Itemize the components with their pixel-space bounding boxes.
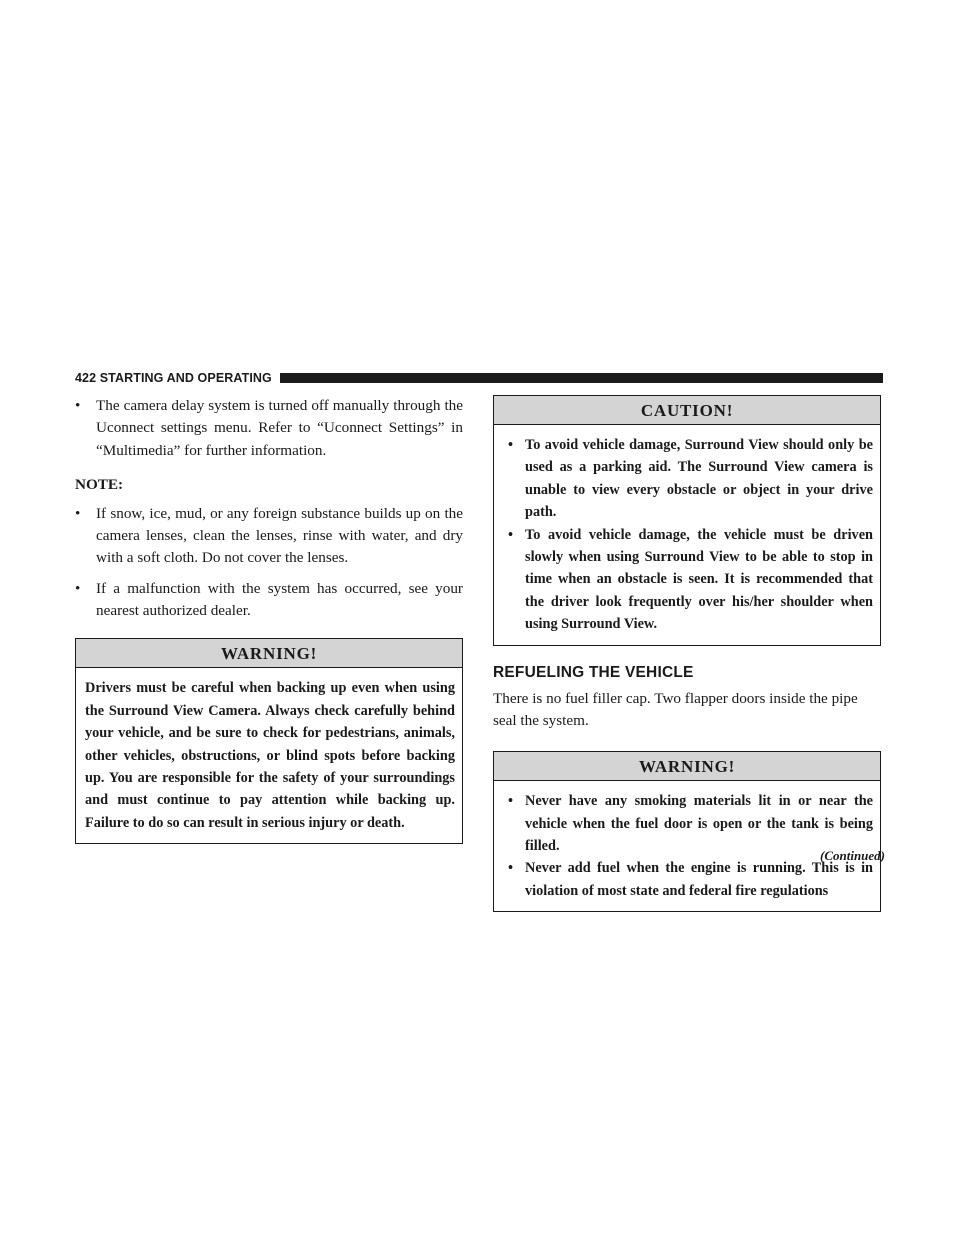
bullet-icon: • xyxy=(508,526,514,543)
list-item: • If snow, ice, mud, or any foreign substance builds up on the camera lenses, clean the lenses, rinse with water, and dry with a soft cloth. Do not cover the lenses. xyxy=(75,504,463,567)
refuel-warning-box xyxy=(493,751,881,912)
refueling-paragraph: There is no fuel filler cap. Two flapper doors inside the pipe seal the system. xyxy=(493,689,858,729)
left-column xyxy=(75,395,463,844)
bullet-icon: • xyxy=(508,860,514,877)
warning-box xyxy=(75,638,463,844)
bullet-icon: • xyxy=(75,504,81,522)
page-number-and-section: 422 STARTING AND OPERATING xyxy=(75,371,272,385)
warning-title: WARNING! xyxy=(76,639,462,668)
caution-box xyxy=(493,395,881,646)
warning-body xyxy=(76,668,462,843)
warning-list xyxy=(503,790,873,902)
list-item: • To avoid vehicle damage, Surround View should only be used as a parking aid. The Surround View camera is unable to view every obstacle or object in your drive path. xyxy=(503,434,873,524)
bullet-icon: • xyxy=(508,437,514,453)
warning-body xyxy=(494,781,880,911)
bullet-icon: • xyxy=(508,793,514,810)
continued-label: (Continued) xyxy=(820,848,886,863)
list-item: • Never add fuel when the engine is running. This is in violation of most state and federal fire regulations xyxy=(503,857,873,902)
list-item: • The camera delay system is turned off manually through the Uconnect settings menu. Refer to “Uconnect Settings” in “Multimedia” for further information. xyxy=(75,397,463,459)
bullet-icon: • xyxy=(75,397,81,414)
right-column xyxy=(493,395,881,912)
warning-text: Drivers must be careful when backing up even when using the Surround View Camera. Always check carefully behind your vehicle, and be sure to check for pedestrians, animals, other vehicles, obstructions, or blind spots before backing up. You are responsible for the safety of your surroundings and must continue to pay attention while backing up. Failure to do so can result in serious injury or death. xyxy=(85,680,455,831)
caution-title: CAUTION! xyxy=(494,396,880,425)
note-label: NOTE: xyxy=(75,475,124,493)
camera-delay-list xyxy=(75,395,463,462)
warning-title: WARNING! xyxy=(494,752,880,781)
list-item: • Never have any smoking materials lit in or near the vehicle when the fuel door is open or the tank is being filled. xyxy=(503,790,873,857)
section-heading: REFUELING THE VEHICLE xyxy=(493,663,694,681)
bullet-icon: • xyxy=(75,579,81,597)
caution-list xyxy=(503,434,873,636)
note-list xyxy=(75,503,463,622)
header-rule xyxy=(280,373,883,383)
list-item: • To avoid vehicle damage, the vehicle must be driven slowly when using Surround View to be able to stop in time when an obstacle is seen. It is recommended that the driver look frequently over his/her shoulder when using Surround View. xyxy=(503,524,873,636)
page-header xyxy=(75,371,883,385)
list-item: • If a malfunction with the system has occurred, see your nearest authorized dealer. xyxy=(75,579,463,620)
caution-body xyxy=(494,425,880,645)
